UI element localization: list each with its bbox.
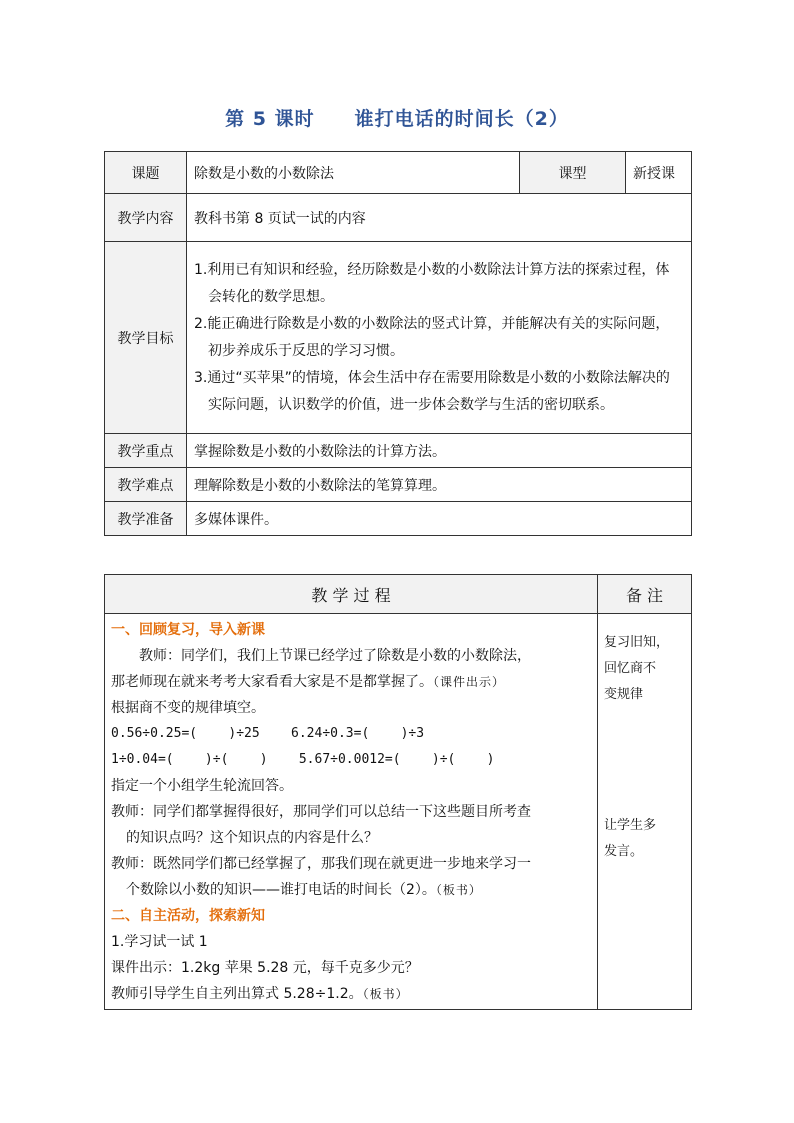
focus-label: 教学重点: [105, 434, 187, 468]
lesson-number: 第 5 课时: [225, 108, 315, 130]
lesson-info-table: [104, 151, 692, 536]
prep-value: 多媒体课件。: [187, 502, 692, 536]
goal-item: 1.利用已有知识和经验，经历除数是小数的小数除法计算方法的探索过程，体会转化的数学思想。: [194, 261, 670, 305]
board-note: （板书）: [362, 987, 409, 1001]
difficulty-label: 教学难点: [105, 468, 187, 502]
info-row-focus: [105, 434, 692, 468]
note-line: 发言。: [604, 844, 644, 859]
goals-label: 教学目标: [105, 242, 187, 434]
slide-note: （课件出示）: [433, 675, 506, 689]
board-note: （板书）: [435, 883, 482, 897]
section-heading-2: 二、自主活动，探索新知: [111, 908, 265, 924]
process-line: 根据商不变的规律填空。: [111, 700, 265, 716]
process-line: 教师引导学生自主列出算式 5.28÷1.2。（板书）: [111, 986, 409, 1002]
topic-label: 课题: [105, 152, 187, 194]
process-header: 教 学 过 程: [105, 575, 598, 614]
process-line: 教师：既然同学们都已经掌握了，那我们现在就更进一步地来学习一: [111, 856, 531, 872]
info-row-prep: [105, 502, 692, 536]
process-body-row: [105, 614, 692, 1010]
notes-header: 备 注: [598, 575, 692, 614]
process-line: 指定一个小组学生轮流回答。: [111, 778, 293, 794]
focus-value: 掌握除数是小数的小数除法的计算方法。: [187, 434, 692, 468]
process-content: [105, 614, 598, 1010]
process-line: 教师：同学们都掌握得很好，那同学们可以总结一下这些题目所考查: [111, 804, 531, 820]
goals-cell: [187, 242, 692, 434]
info-row-content: [105, 194, 692, 242]
lesson-topic: 谁打电话的时间长（2）: [354, 108, 569, 130]
math-exercise-row-2: 1÷0.04=( )÷( ) 5.67÷0.0012=( )÷( ): [111, 752, 495, 767]
process-line: 教师：同学们，我们上节课已经学过了除数是小数的小数除法，: [139, 648, 531, 664]
type-value: 新授课: [626, 152, 692, 194]
section-heading-1: 一、回顾复习，导入新课: [111, 622, 265, 638]
math-exercise-row-1: 0.56÷0.25=( )÷25 6.24÷0.3=( )÷3: [111, 726, 425, 741]
content-value: 教科书第 8 页试一试的内容: [187, 194, 692, 242]
process-line: 个数除以小数的知识——谁打电话的时间长（2）。（板书）: [126, 882, 482, 898]
note-line: 回忆商不: [604, 661, 657, 676]
notes-column: [598, 614, 692, 1010]
type-label: 课型: [520, 152, 626, 194]
info-row-difficulty: [105, 468, 692, 502]
note-line: 变规律: [604, 687, 644, 702]
page-title: [0, 104, 794, 131]
process-header-row: [105, 575, 692, 614]
note-line: 复习旧知，: [604, 635, 670, 650]
content-label: 教学内容: [105, 194, 187, 242]
process-line: 那老师现在就来考考大家看看大家是不是都掌握了。（课件出示）: [111, 674, 506, 690]
goal-item: 3.通过“买苹果”的情境，体会生活中存在需要用除数是小数的小数除法解决的实际问题，认识数学的价值，进一步体会数学与生活的密切联系。: [194, 369, 670, 413]
process-line: 课件出示：1.2kg 苹果 5.28 元，每千克多少元？: [111, 960, 419, 976]
process-line: 的知识点吗？这个知识点的内容是什么？: [126, 830, 378, 846]
prep-label: 教学准备: [105, 502, 187, 536]
info-row-goals: [105, 242, 692, 434]
difficulty-value: 理解除数是小数的小数除法的笔算算理。: [187, 468, 692, 502]
info-row-topic: [105, 152, 692, 194]
note-line: 让学生多: [604, 818, 657, 833]
topic-value: 除数是小数的小数除法: [187, 152, 520, 194]
teaching-process-table: [104, 574, 692, 1010]
process-line: 1.学习试一试 1: [111, 934, 208, 950]
goal-item: 2.能正确进行除数是小数的小数除法的竖式计算，并能解决有关的实际问题，初步养成乐于反思的学习习惯。: [194, 315, 670, 359]
